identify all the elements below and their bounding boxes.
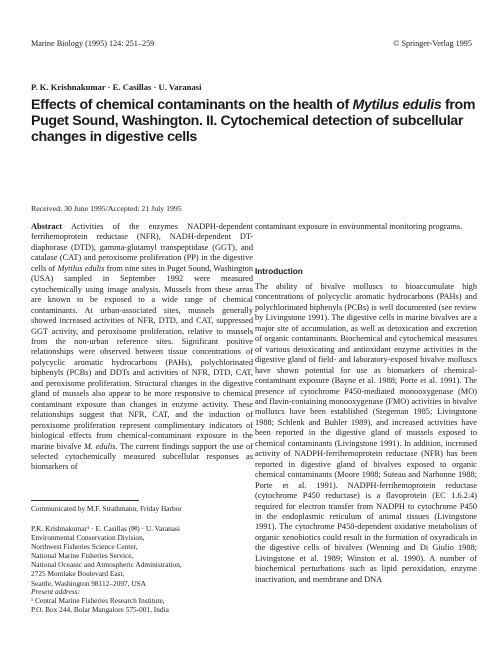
communicated-by: Communicated by M.F. Strathmann, Friday Harbor (31, 504, 182, 513)
present-address-line: P.O. Box 244, Bolar Mangalore 575-001, India (31, 605, 169, 615)
footnote-divider (31, 500, 139, 501)
section-heading-introduction: Introduction (255, 267, 303, 276)
abstract-species-2: M. edulis (83, 441, 116, 451)
abstract-block (31, 222, 253, 473)
address-line: P.K. Krishnakumar¹ · E. Casillas (✉) · U. Varanasi (31, 524, 180, 533)
abstract-continuation-text: contaminant exposure in environmental monitoring programs. (255, 222, 463, 231)
present-address (31, 587, 169, 614)
journal-citation: Marine Biology (1995) 124: 251–259 (31, 39, 155, 48)
address-line: Seattle, Washington 98112–2097, USA (31, 578, 147, 588)
abstract-label: Abstract (31, 222, 63, 231)
abstract-text-3: . The current findings support the use of selected cytochemically measured subcellular responses as biomarkers of (31, 441, 253, 472)
article-title (31, 97, 476, 145)
abstract-species: Mytilus edulis (57, 263, 105, 273)
address-line: National Marine Fisheries Service, (31, 551, 134, 561)
abstract-continuation (255, 222, 477, 232)
address-line: National Oceanic and Atmospheric Administration, (31, 560, 182, 570)
address-line: Northwest Fisheries Science Center, (31, 542, 138, 552)
present-address-label: Present address: (31, 587, 81, 596)
abstract-text-2: from nine sites in Puget Sound, Washington (USA) sampled in September 1992 were measured cytochemically using image analysis. Mussels from these areas are known to be exposed to a wide range of chemical contaminants. At urban-associated sites, mussels generally showed increased activities of NFR, DTD, and CAT, suppressed GGT activity, and peroxisome proliferation, relative to mussels from the non-urban reference sites. Significant positive relationships were observed between tissue concentrations of polycyclic aromatic hydrocarbons (PAHs), polychlorinated biphenyls (PCBs) and DDTs and activities of NFR, DTD, CAT, and peroxisome proliferation. Structural changes in the digestive gland of mussels also appear to be more responsive to chemical contaminant exposure than changes in enzyme activity. These relationships suggest that NFR, CAT, and the induction of peroxisome proliferation represent complimentary indicators of biological effects from chemical-contaminant exposure in the marine bivalve (31, 263, 253, 451)
title-species: Mytilus edulis (352, 97, 442, 113)
introduction-body (255, 282, 477, 585)
author-address (31, 524, 253, 588)
author-list: P. K. Krishnakumar · E. Casillas · U. Varanasi (31, 82, 202, 92)
received-dates: Received: 30 June 1995/Accepted: 21 July 1995 (31, 204, 182, 213)
title-part-2: from Puget Sound, Washington. II. Cytochemical detection of subcellular changes in digestive cells (31, 97, 476, 145)
present-address-line: ¹ Central Marine Fisheries Research Institute, (31, 596, 165, 606)
introduction-text: The ability of bivalve molluscs to bioaccumulate high concentrations of polycyclic aromatic hydrocarbons (PAHs) and polychlorinated biphenyls (PCBs) is well documented (see review by Livingstone 1991). The digestive cells in marine bivalves are a major site of accumulation, as well as detoxication and excretion of organic contaminants. Biochemical and cytochemical measures of various detoxicating and antioxidant enzyme activities in the digestive gland of field- and laboratory-exposed bivalve molluscs have shown potential for use as biomarkers of chemical-contaminant exposure (Bayne et al. 1988; Porte et al. 1991). The presence of cytochrome P450-mediated monooxygenase (MO) and flavin-containing monooxygenase (FMO) activities in bivalve molluscs have been established (Stegeman 1985; Livingstone 1988; Schlenk and Buhler 1989), and increased activities have been reported in the digestive gland of mussels exposed to chemical contaminants (Livingstone 1991). In addition, increased activity of NADPH-ferrihemoprotein reductase (NFR) has been reported in digestive gland of bivalves exposed to organic chemical contaminants (Moore 1988; Suteau and Narbonne 1988; Porte et al. 1991). NADPH-ferrihemoprotein reductase (cytochrome P450 reductase) is a flavoprotein (EC 1.6.2.4) required for electron transfer from NADPH to cytochrome P450 in the endoplasmic reticulum of animal tissues (Livingstone 1991). The cytochrome P450-dependent oxidative metabolism of organic xenobiotics could result in the formation of oxyradicals in the digestive cells of bivalves (Wenning and Di Giulio 1988; Livingstone et al. 1989; Winston et al. 1990). A number of biochemical perturbations such as lipid peroxidation, enzyme inactivation, and membrane and DNA (255, 282, 477, 584)
copyright-notice: © Springer-Verlag 1995 (393, 39, 472, 48)
title-part-1: Effects of chemical contaminants on the health of (31, 97, 353, 113)
address-line: Environmental Conservation Division, (31, 533, 145, 543)
abstract-text-1: Activities of the enzymes NADPH-dependent ferrihemoprotein reductase (NFR), NADH-dependent DT-diaphorase (DTD), gamma-glutamyl transpeptidase (GGT), and catalase (CAT) and peroxisome proliferation (PP) in the digestive cells of (31, 222, 253, 273)
address-line: 2725 Montlake Boulevard East, (31, 569, 125, 579)
